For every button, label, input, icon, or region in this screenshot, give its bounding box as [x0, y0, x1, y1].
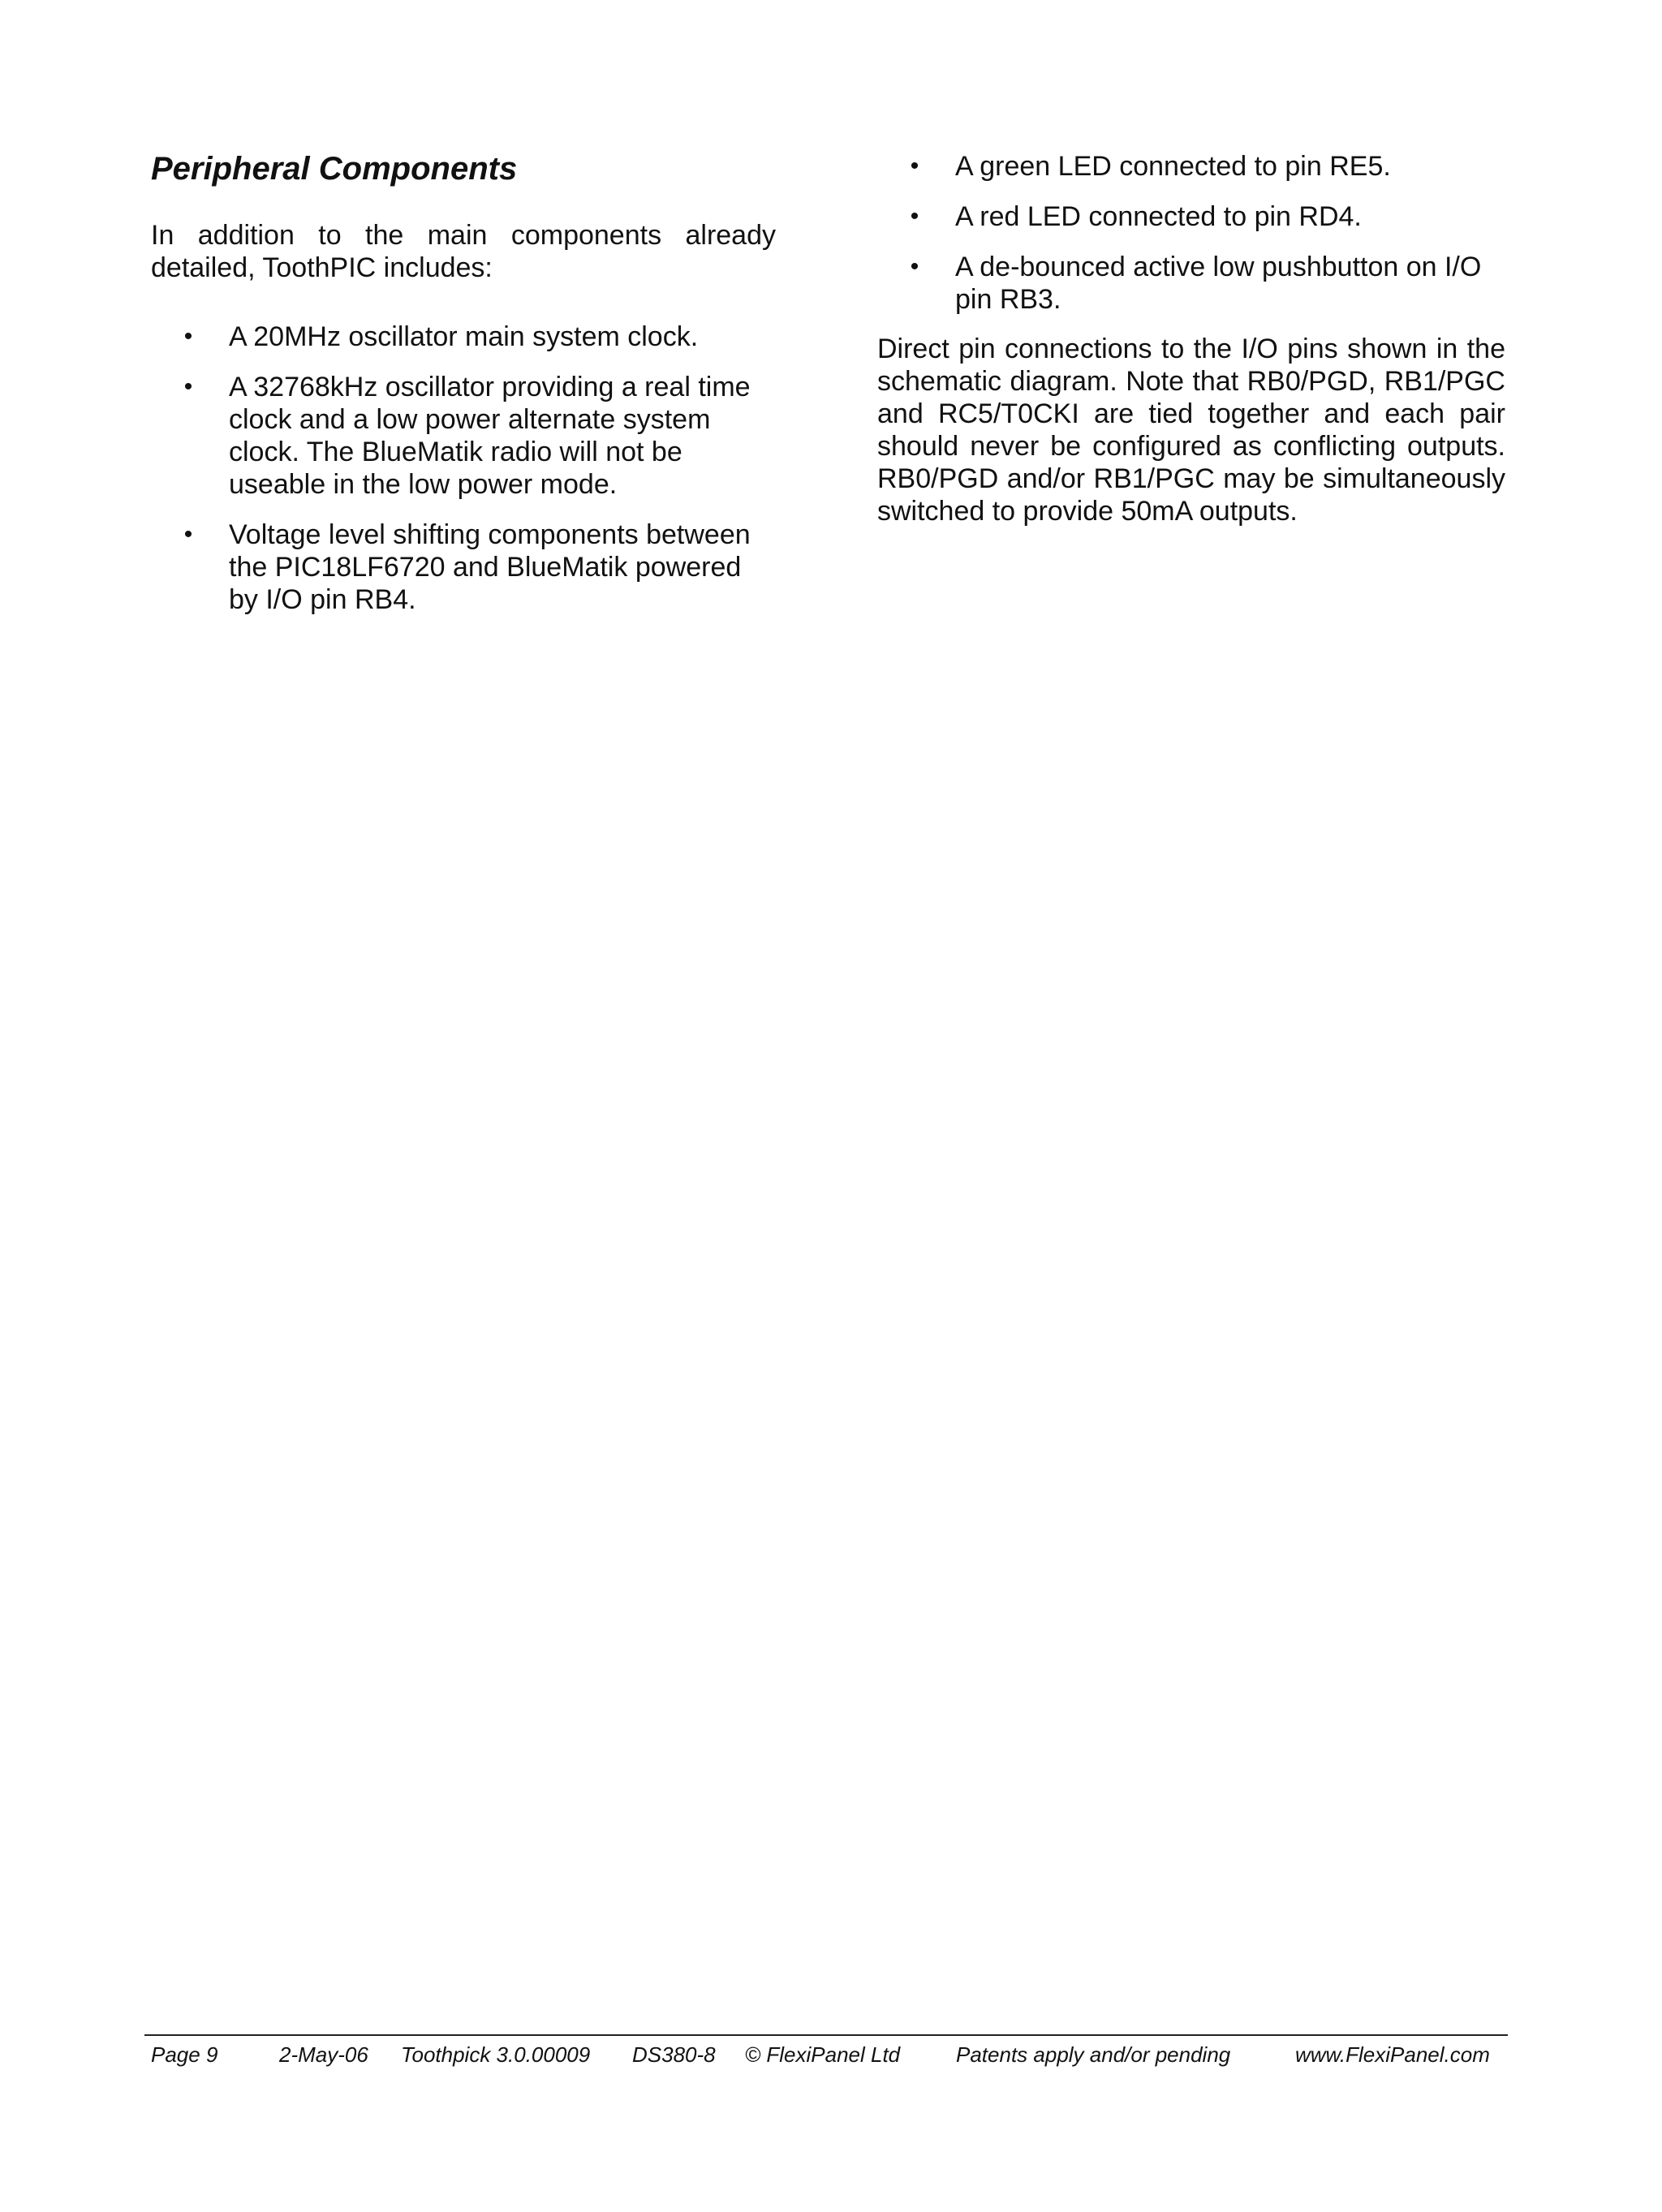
- list-item: [877, 200, 1505, 233]
- bullet-icon: •: [910, 153, 919, 179]
- footer-divider: [144, 2034, 1508, 2036]
- bullet-icon: •: [910, 203, 919, 230]
- list-item-text: A 32768kHz oscillator providing a real time clock and a low power alternate system clock. The BlueMatik radio will not be useable in the low power mode.: [229, 372, 751, 500]
- list-item: [151, 321, 776, 353]
- list-item: [151, 519, 776, 616]
- bullet-icon: •: [183, 323, 193, 350]
- footer-product-version: Toothpick 3.0.00009: [401, 2042, 591, 2067]
- bullet-icon: •: [183, 521, 193, 548]
- intro-paragraph: In addition to the main components already detailed, ToothPIC includes:: [151, 220, 776, 283]
- pin-connections-paragraph: Direct pin connections to the I/O pins shown in the schematic diagram. Note that RB0/PGD, RB1/PGC and RC5/T0CKI are tied together and each pair should never be configured as conflicting outputs. RB0/PGD and/or RB1/PGC may be simultaneously switched to provide 50mA outputs.: [877, 334, 1505, 527]
- list-item-text: A de-bounced active low pushbutton on I/O pin RB3.: [955, 252, 1482, 315]
- component-bullet-list: [151, 321, 776, 634]
- footer-website: www.FlexiPanel.com: [1295, 2042, 1490, 2067]
- bullet-icon: •: [910, 253, 919, 280]
- list-item-text: A 20MHz oscillator main system clock.: [229, 321, 699, 352]
- bullet-icon: •: [183, 373, 193, 400]
- footer-patents: Patents apply and/or pending: [956, 2042, 1231, 2067]
- footer-copyright: © FlexiPanel Ltd: [745, 2042, 901, 2067]
- footer-document-id: DS380-8: [632, 2042, 716, 2067]
- list-item-text: A red LED connected to pin RD4.: [955, 201, 1362, 232]
- list-item: [151, 371, 776, 501]
- list-item-text: Voltage level shifting components between the PIC18LF6720 and BlueMatik powered by I/O pin RB4.: [229, 519, 751, 615]
- footer-page-number: Page 9: [151, 2042, 218, 2067]
- list-item: [877, 251, 1505, 316]
- section-heading: Peripheral Components: [151, 151, 518, 187]
- component-bullet-list-continued: [877, 150, 1505, 334]
- list-item: [877, 150, 1505, 183]
- footer-date: 2-May-06: [279, 2042, 368, 2067]
- list-item-text: A green LED connected to pin RE5.: [955, 151, 1391, 182]
